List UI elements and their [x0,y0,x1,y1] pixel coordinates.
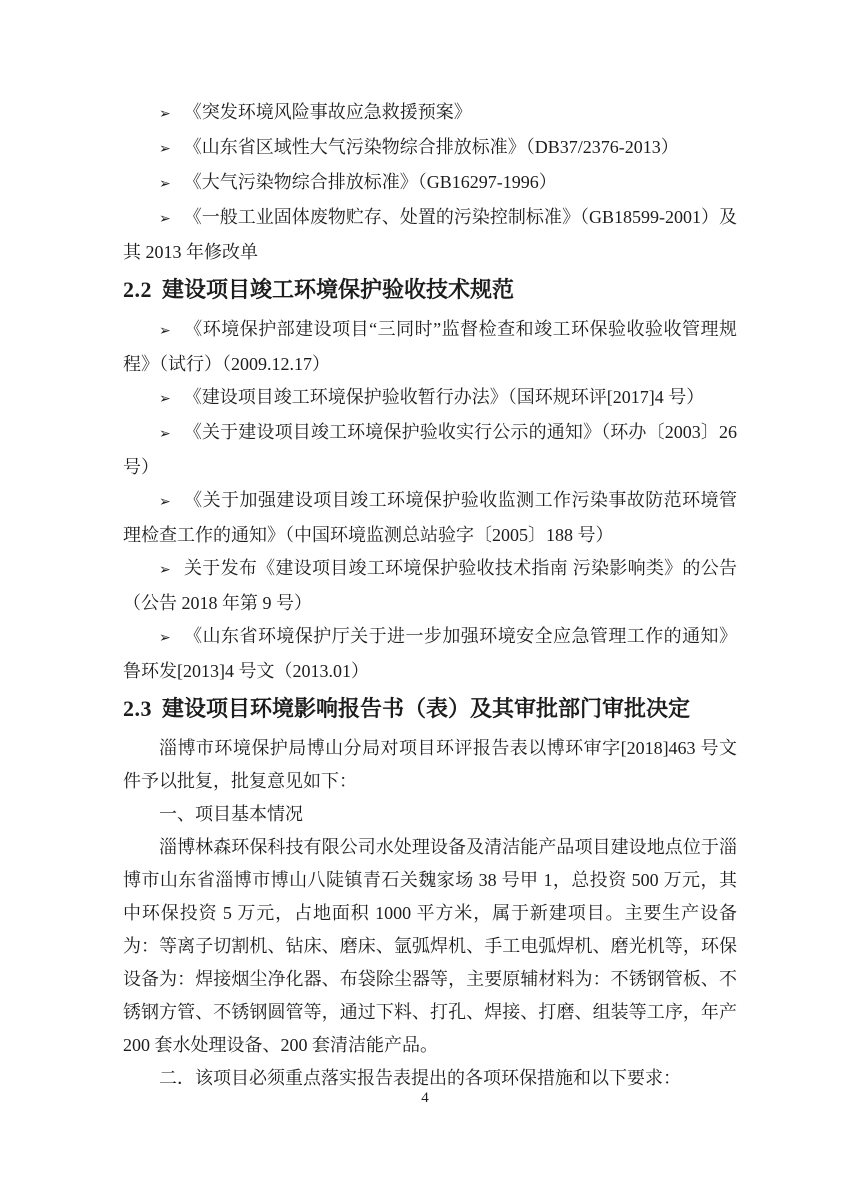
bullet-text: 《大气污染物综合排放标准》（GB16297-1996） [183,172,557,192]
section-number: 2.3 [123,696,152,721]
bullet-item [123,552,737,620]
bullet-text: 《一般工业固体废物贮存、处置的污染控制标准》（GB18599-2001）及其 2013 年修改单 [123,207,737,262]
bullet-text: 《突发环境风险事故应急救援预案》 [183,102,472,122]
bullet-item [123,620,737,688]
arrow-bullet-icon: ➢ [159,391,171,407]
bullet-item [123,166,737,201]
paragraph: 淄博林森环保科技有限公司水处理设备及清洁能产品项目建设地点位于淄博市山东省淄博市博山八陡镇青石关魏家场 38 号甲 1，总投资 500 万元，其中环保投资 5 万元，占地面积 1000 平方米，属于新建项目。主要生产设备为：等离子切割机、钻床、磨床、氩弧焊机、手工电弧焊机、磨光机等，环保设备为：焊接烟尘净化器、布袋除尘器等，主要原辅材料为：不锈钢管板、不锈钢方管、不锈钢圆管等，通过下料、打孔、焊接、打磨、组装等工序，年产 200 套水处理设备、200 套清洁能产品。 [123,837,737,1055]
paragraph: 淄博市环境保护局博山分局对项目环评报告表以博环审字[2018]463 号文件予以批复，批复意见如下： [123,738,737,791]
paragraph: 二．该项目必须重点落实报告表提出的各项环保措施和以下要求： [159,1068,681,1088]
page-number: 4 [421,1090,429,1106]
bullet-text: 《环境保护部建设项目“三同时”监督检查和竣工环保验收验收管理规程》（试行）（2009.12.17） [123,319,737,374]
section-title: 建设项目竣工环境保护验收技术规范 [162,277,515,302]
bullet-text: 《关于加强建设项目竣工环境保护验收监测工作污染事故防范环境管理检查工作的通知》（中国环境监测总站验字〔2005〕188 号） [123,490,737,545]
bullet-text: 《山东省区域性大气污染物综合排放标准》（DB37/2376-2013） [183,137,679,157]
document-body [123,96,737,1095]
bullet-item [123,416,737,484]
page-footer [0,1090,850,1107]
arrow-bullet-icon: ➢ [159,426,171,442]
arrow-bullet-icon: ➢ [159,176,171,192]
bullet-text: 关于发布《建设项目竣工环境保护验收技术指南 污染影响类》的公告（公告 2018 年第 9 号） [123,558,737,613]
bullet-item [123,201,737,269]
bullet-item [123,381,737,416]
arrow-bullet-icon: ➢ [159,562,171,578]
bullet-item [123,484,737,552]
bullet-item [123,96,737,131]
arrow-bullet-icon: ➢ [159,494,171,510]
bullet-item [123,131,737,166]
bullet-text: 《关于建设项目竣工环境保护验收实行公示的通知》（环办〔2003〕26 号） [123,422,737,477]
section-heading [123,273,737,306]
section-heading [123,692,737,725]
bullet-text: 《山东省环境保护厅关于进一步加强环境安全应急管理工作的通知》鲁环发[2013]4 号文（2013.01） [123,626,737,681]
section-number: 2.2 [123,277,152,302]
arrow-bullet-icon: ➢ [159,211,171,227]
arrow-bullet-icon: ➢ [159,630,171,646]
bullet-item [123,313,737,381]
arrow-bullet-icon: ➢ [159,106,171,122]
arrow-bullet-icon: ➢ [159,323,171,339]
paragraph: 一、项目基本情况 [159,804,303,824]
bullet-text: 《建设项目竣工环境保护验收暂行办法》（国环规环评[2017]4 号） [183,387,705,407]
arrow-bullet-icon: ➢ [159,141,171,157]
section-title: 建设项目环境影响报告书（表）及其审批部门审批决定 [162,696,691,721]
